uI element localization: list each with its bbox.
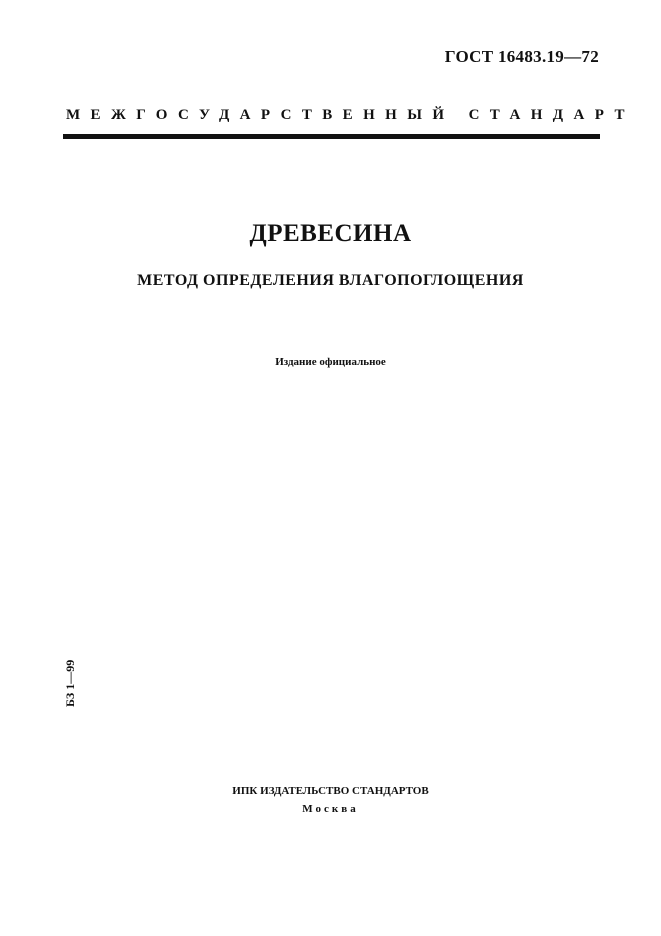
header-rule [63, 134, 600, 139]
document-subtitle: МЕТОД ОПРЕДЕЛЕНИЯ ВЛАГОПОГЛОЩЕНИЯ [137, 272, 524, 289]
side-code: БЗ 1—99 [63, 659, 77, 707]
gost-number: ГОСТ 16483.19—72 [444, 47, 599, 66]
publisher-city: Москва [302, 803, 359, 815]
edition-note: Издание официальное [275, 356, 386, 368]
publisher: ИПК ИЗДАТЕЛЬСТВО СТАНДАРТОВ [232, 785, 429, 797]
document-title: ДРЕВЕСИНА [249, 220, 412, 247]
standard-type-heading: МЕЖГОСУДАРСТВЕННЫЙ СТАНДАРТ [66, 107, 635, 123]
